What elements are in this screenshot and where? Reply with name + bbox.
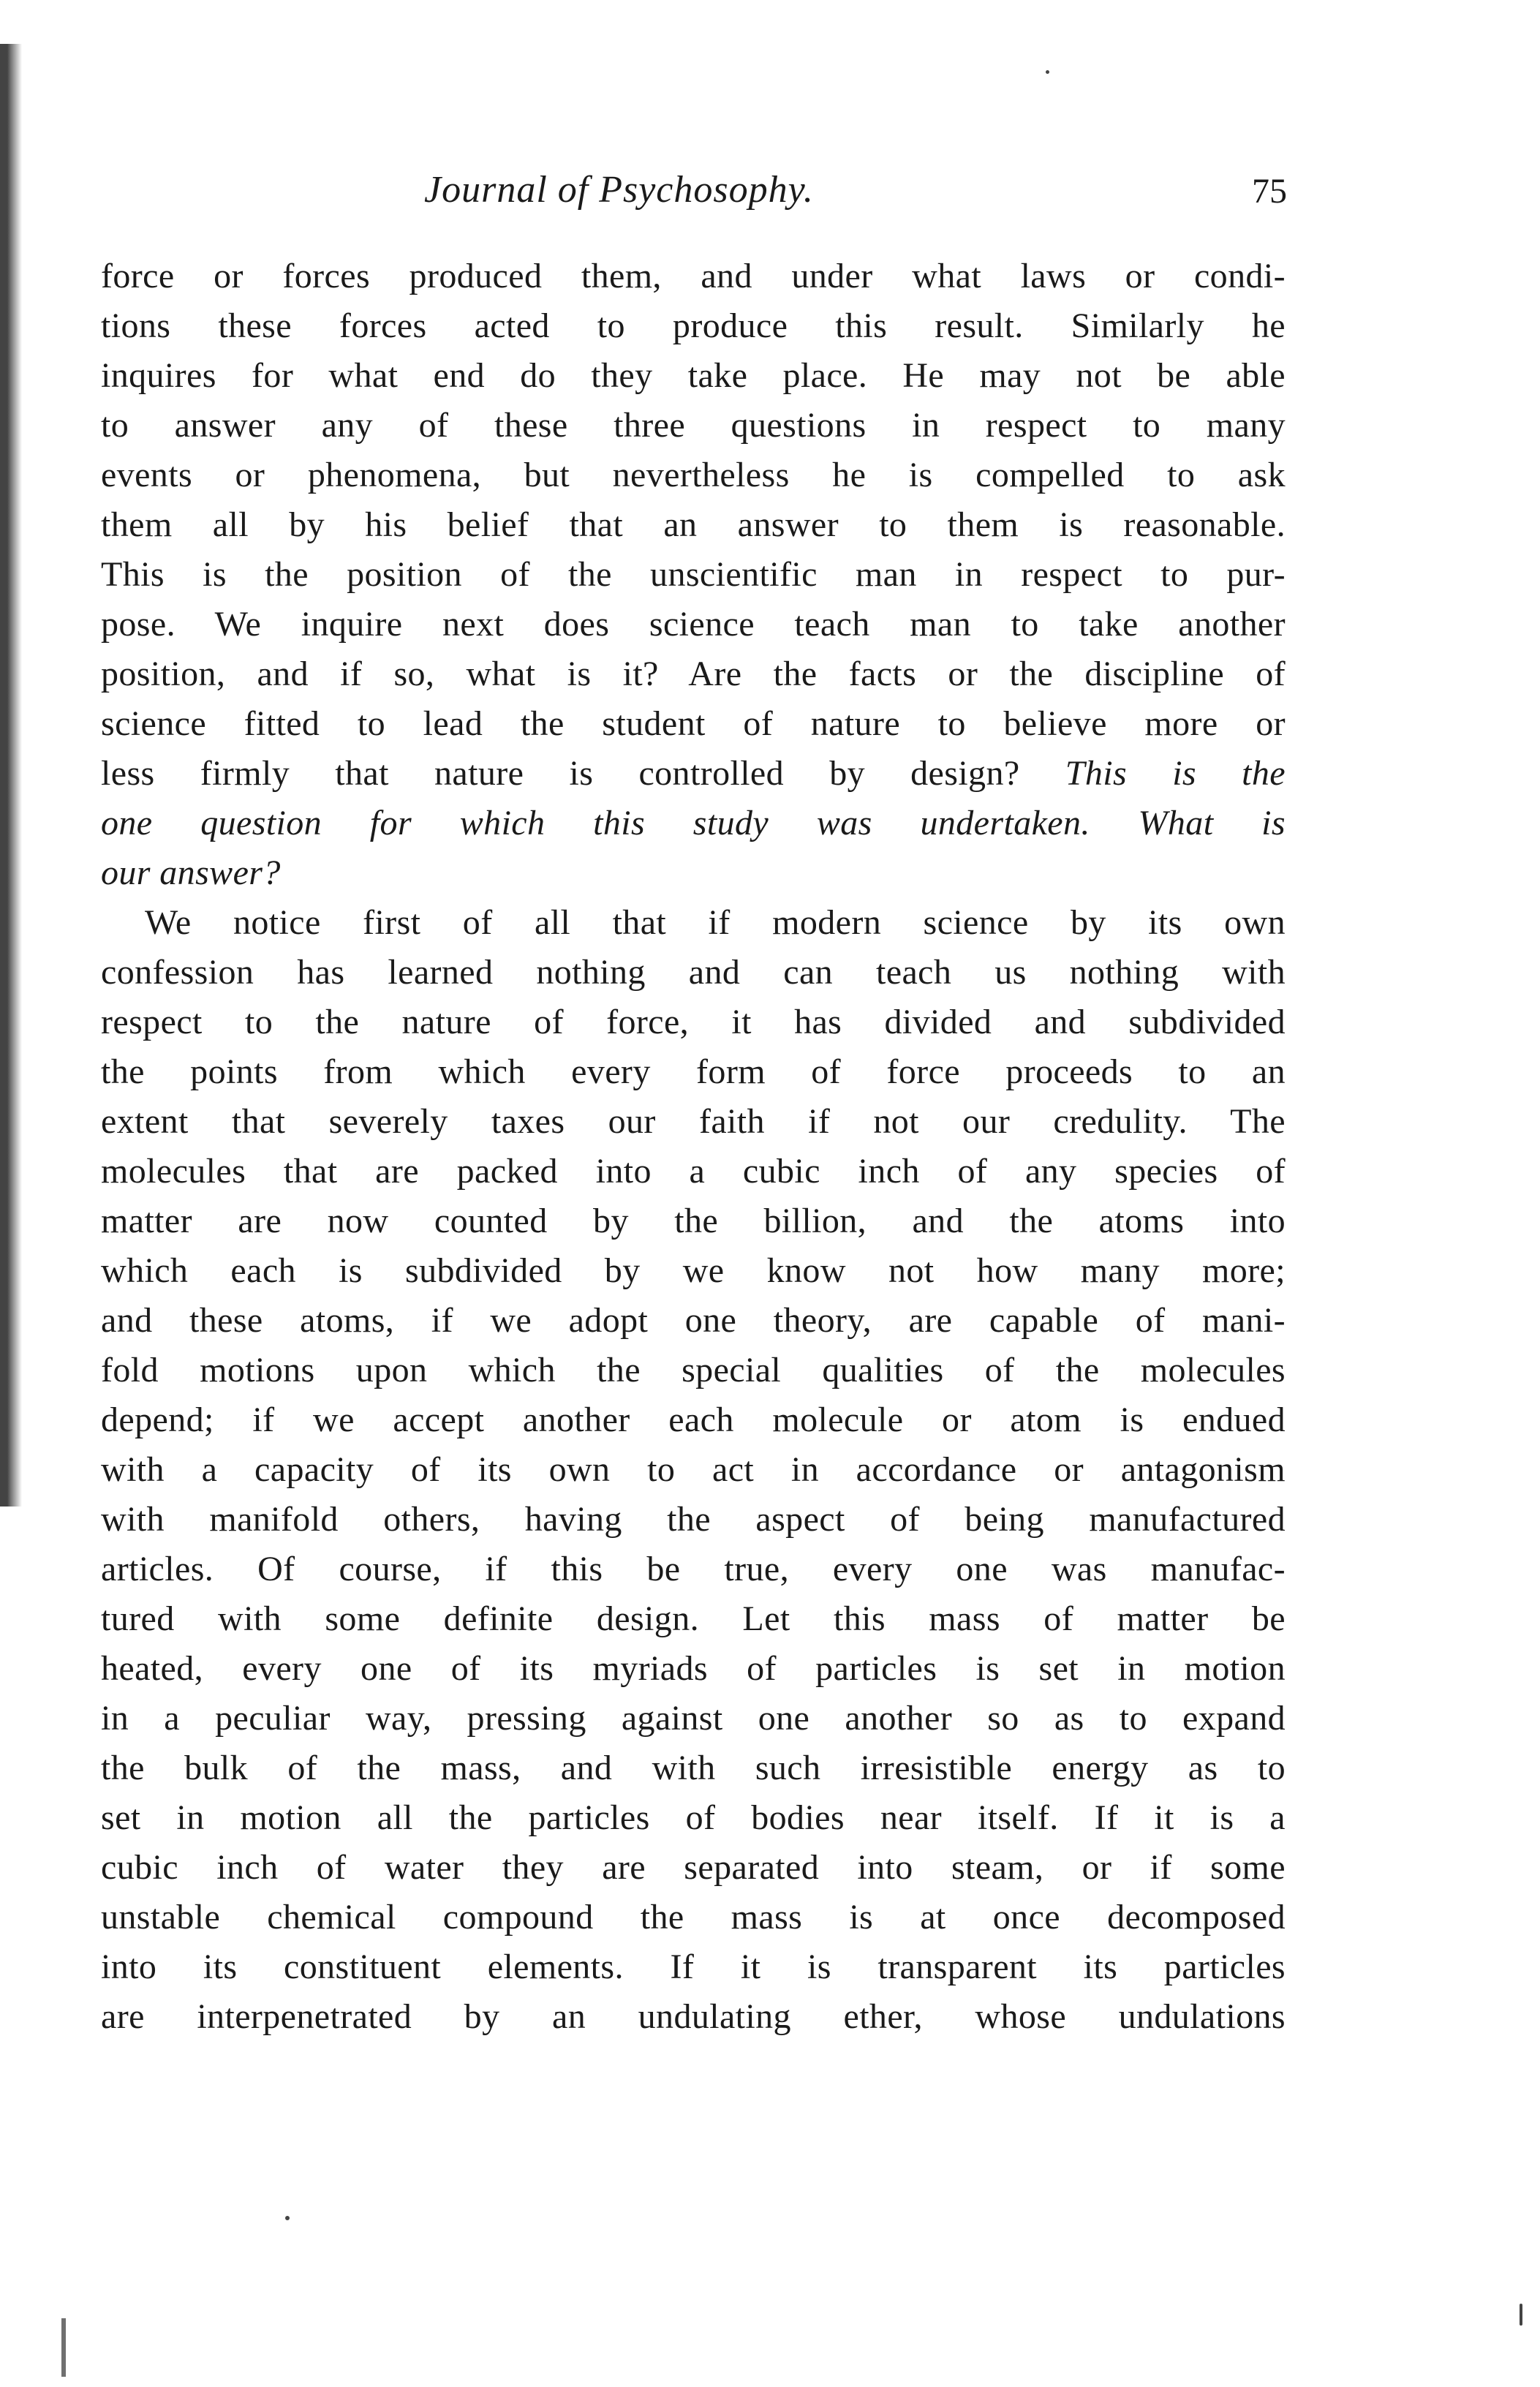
text-line: molecules that are packed into a cubic inch of any species of (101, 1152, 1286, 1191)
text-line: which each is subdivided by we know not how many more; (101, 1251, 1286, 1290)
italic-text-line: our answer? (101, 853, 281, 892)
text-line: fold motions upon which the special qualities of the molecules (101, 1351, 1286, 1389)
text-line-mixed (101, 749, 1286, 799)
text-line: set in motion all the particles of bodies near itself. If it is a (101, 1798, 1286, 1837)
page-header (102, 168, 1287, 227)
text-line: the points from which every form of force proceeds to an (101, 1052, 1286, 1091)
text-line: tured with some definite design. Let this mass of matter be (101, 1599, 1286, 1638)
text-line: to answer any of these three questions in respect to many (101, 406, 1286, 445)
ink-speck (1046, 70, 1049, 74)
text-line: with manifold others, having the aspect of being manufactured (101, 1500, 1286, 1539)
ink-speck (285, 2216, 290, 2220)
text-line: confession has learned nothing and can teach us nothing with (101, 953, 1286, 992)
text-line: the bulk of the mass, and with such irresistible energy as to (101, 1749, 1286, 1787)
text-line: tions these forces acted to produce this result. Similarly he (101, 306, 1286, 345)
body-text (101, 252, 1286, 2042)
text-line: inquires for what end do they take place. He may not be able (101, 356, 1286, 395)
text-line: force or forces produced them, and under what laws or condi- (101, 257, 1286, 295)
text-line: matter are now counted by the billion, and the atoms into (101, 1202, 1286, 1240)
text-line: and these atoms, if we adopt one theory, are capable of mani- (101, 1301, 1286, 1340)
text-line: This is the position of the unscientific man in respect to pur- (101, 555, 1286, 594)
ink-speck (1520, 2304, 1522, 2326)
text-line-segment: less firmly that nature is controlled by design? (101, 754, 1020, 793)
paragraph-start-line: We notice first of all that if modern science by its own (145, 903, 1286, 942)
text-line: pose. We inquire next does science teach man to take another (101, 605, 1286, 644)
text-line: unstable chemical compound the mass is at once decomposed (101, 1898, 1286, 1937)
italic-phrase: This is the (1065, 754, 1286, 793)
text-line: them all by his belief that an answer to them is reasonable. (101, 505, 1286, 544)
text-line: into its constituent elements. If it is transparent its particles (101, 1947, 1286, 1986)
text-line: in a peculiar way, pressing against one another so as to expand (101, 1699, 1286, 1738)
text-line: extent that severely taxes our faith if not our credulity. The (101, 1102, 1286, 1141)
binding-shadow (0, 44, 22, 1507)
text-line: position, and if so, what is it? Are the facts or the discipline of (101, 655, 1286, 693)
text-line: cubic inch of water they are separated into steam, or if some (101, 1848, 1286, 1887)
text-line: articles. Of course, if this be true, every one was manufac- (101, 1550, 1286, 1588)
text-line: heated, every one of its myriads of particles is set in motion (101, 1649, 1286, 1688)
text-line: science fitted to lead the student of nature to believe more or (101, 704, 1286, 743)
italic-text-line: one question for which this study was undertaken. What is (101, 804, 1286, 842)
text-line: depend; if we accept another each molecule or atom is endued (101, 1400, 1286, 1439)
text-line: respect to the nature of force, it has divided and subdivided (101, 1003, 1286, 1041)
text-line: are interpenetrated by an undulating ether, whose undulations (101, 1997, 1286, 2036)
binding-mark (61, 2318, 66, 2377)
page-number: 75 (1252, 172, 1287, 211)
text-line: events or phenomena, but nevertheless he is compelled to ask (101, 456, 1286, 494)
text-line: with a capacity of its own to act in accordance or antagonism (101, 1450, 1286, 1489)
running-title: Journal of Psychosophy. (424, 169, 814, 211)
